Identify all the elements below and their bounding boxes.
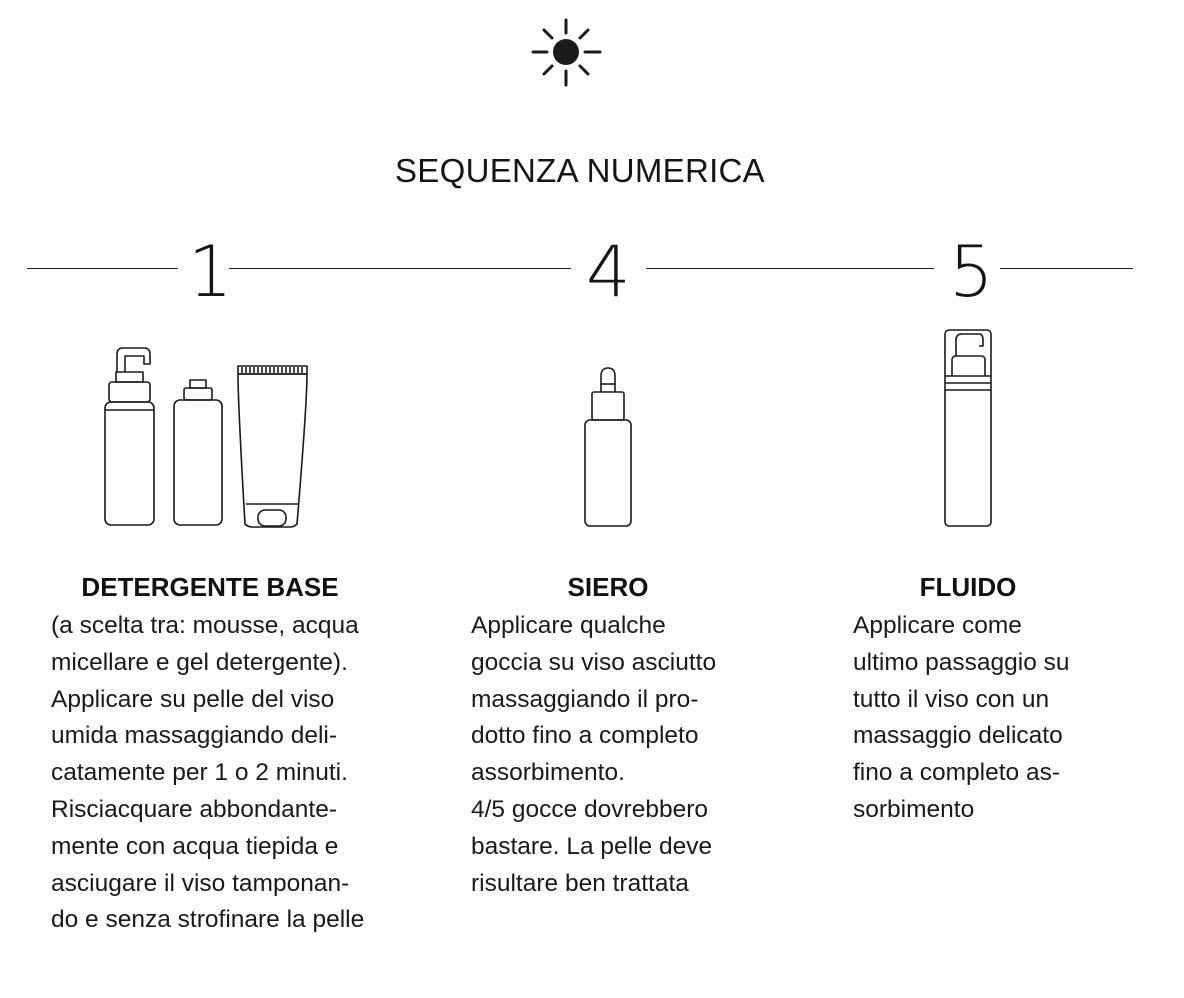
description-line: goccia su viso asciutto: [471, 648, 717, 676]
description-line: risultare ben trattata: [471, 869, 689, 897]
divider-line: [27, 268, 178, 269]
description-line: (a scelta tra: mousse, acqua: [51, 612, 359, 639]
description-line: asciugare il viso tamponan-: [51, 869, 350, 897]
cleanser-bottles-icon: [100, 344, 316, 530]
description-line: fino a completo as-: [853, 759, 1060, 787]
description-line: massaggio delicato: [853, 722, 1063, 750]
description-line: mente con acqua tiepida e: [51, 832, 339, 860]
description-line: micellare e gel detergente).: [51, 648, 348, 676]
description-line: Applicare come: [853, 612, 1022, 639]
step-number: 5: [949, 231, 994, 313]
description-line: Risciacquare abbondante-: [51, 795, 338, 823]
description-line: Applicare su pelle del viso: [51, 685, 335, 713]
sun-icon: [531, 17, 603, 89]
divider-line: [646, 268, 934, 269]
description-line: dotto fino a completo: [471, 722, 699, 750]
description-line: sorbimento: [853, 795, 975, 823]
description-line: catamente per 1 o 2 minuti.: [51, 759, 348, 787]
description-line: do e senza strofinare la pelle: [51, 906, 365, 934]
step-title: SIERO: [567, 572, 649, 602]
step-description: [471, 608, 716, 902]
description-line: Applicare qualche: [471, 612, 666, 639]
step-number: 4: [586, 231, 631, 313]
dropper-bottle-icon: [580, 364, 638, 530]
step-title: DETERGENTE BASE: [81, 572, 339, 602]
description-line: tutto il viso con un: [853, 685, 1050, 713]
step-description: [853, 608, 1070, 829]
page-title: SEQUENZA NUMERICA: [395, 152, 765, 189]
divider-line: [1000, 268, 1133, 269]
step-title: FLUIDO: [919, 572, 1017, 602]
description-line: 4/5 gocce dovrebbero: [471, 795, 708, 823]
description-line: massaggiando il pro-: [471, 685, 699, 713]
description-line: umida massaggiando deli-: [51, 722, 337, 750]
description-line: bastare. La pelle deve: [471, 832, 713, 860]
step-description: [51, 608, 364, 939]
description-line: assorbimento.: [471, 759, 625, 787]
divider-line: [229, 268, 571, 269]
description-line: ultimo passaggio su: [853, 648, 1070, 676]
pump-bottle-icon: [941, 326, 997, 530]
step-number: 1: [188, 231, 233, 313]
